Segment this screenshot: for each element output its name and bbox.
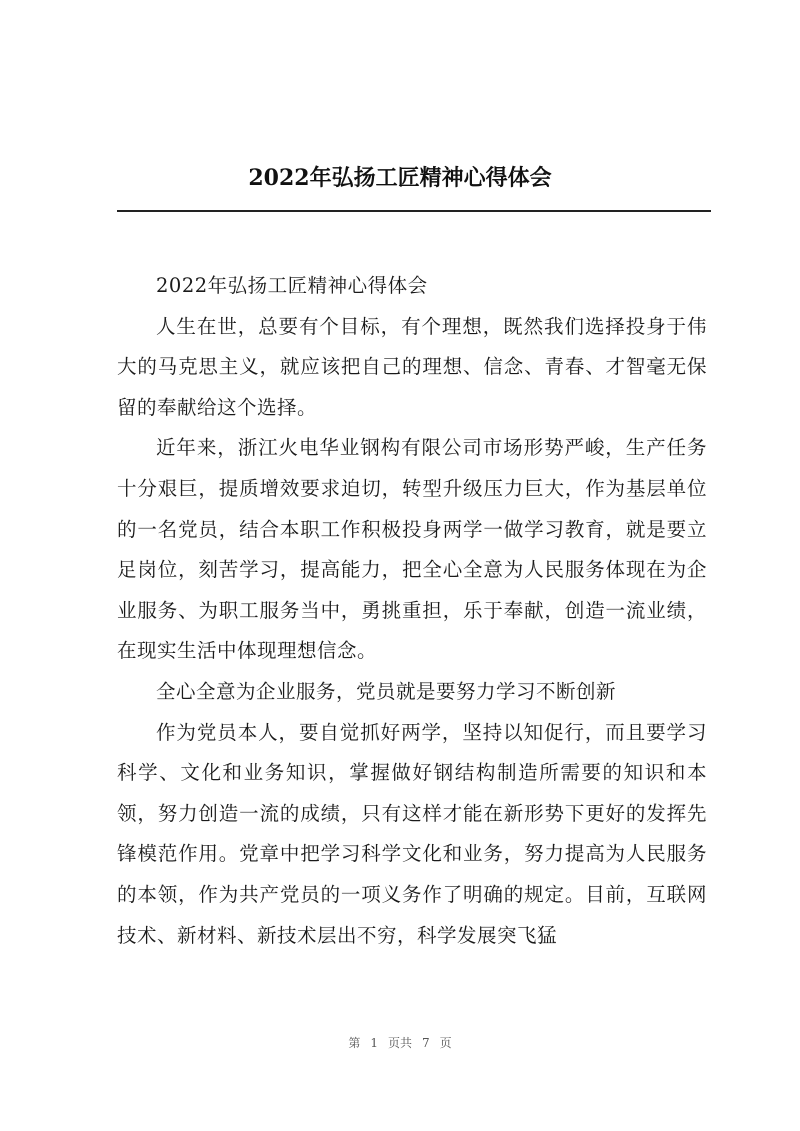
- paragraph: 作为党员本人，要自觉抓好两学，坚持以知促行，而且要学习科学、文化和业务知识，掌握做好钢结构制造所需要的知识和本领，努力创造一流的成绩，只有这样才能在新形势下更好的发挥先锋模范作用。党章中把学习科学文化和业务，努力提高为人民服务的本领，作为共产党员的一项义务作了明确的规定。目前，互联网技术、新材料、新技术层出不穷，科学发展突飞猛: [117, 720, 707, 947]
- paragraph: 近年来，浙江火电华业钢构有限公司市场形势严峻，生产任务十分艰巨，提质增效要求迫切，转型升级压力巨大，作为基层单位的一名党员，结合本职工作积极投身两学一做学习教育，就是要立足岗位，刻苦学习，提高能力，把全心全意为人民服务体现在为企业服务、为职工服务当中，勇挑重担，乐于奉献，创造一流业绩，在现实生活中体现理想信念。: [117, 436, 707, 663]
- paragraph-heading: 2022年弘扬工匠精神心得体会: [156, 274, 428, 297]
- page-footer: [0, 1034, 800, 1051]
- page-suffix: 页: [439, 1036, 452, 1050]
- paragraph-subheading: 全心全意为企业服务，党员就是要努力学习不断创新: [156, 679, 617, 703]
- paragraph: 人生在世，总要有个目标，有个理想，既然我们选择投身于伟大的马克思主义，就应该把自己的理想、信念、青春、才智毫无保留的奉献给这个选择。: [117, 314, 707, 419]
- page-mid: 页共: [387, 1036, 412, 1050]
- document-body: [117, 266, 707, 956]
- document-title: 2022年弘扬工匠精神心得体会: [248, 165, 552, 191]
- page-number: 1: [370, 1036, 378, 1050]
- title-divider: [117, 210, 711, 212]
- page-total: 7: [422, 1036, 430, 1050]
- page-prefix: 第: [348, 1036, 361, 1050]
